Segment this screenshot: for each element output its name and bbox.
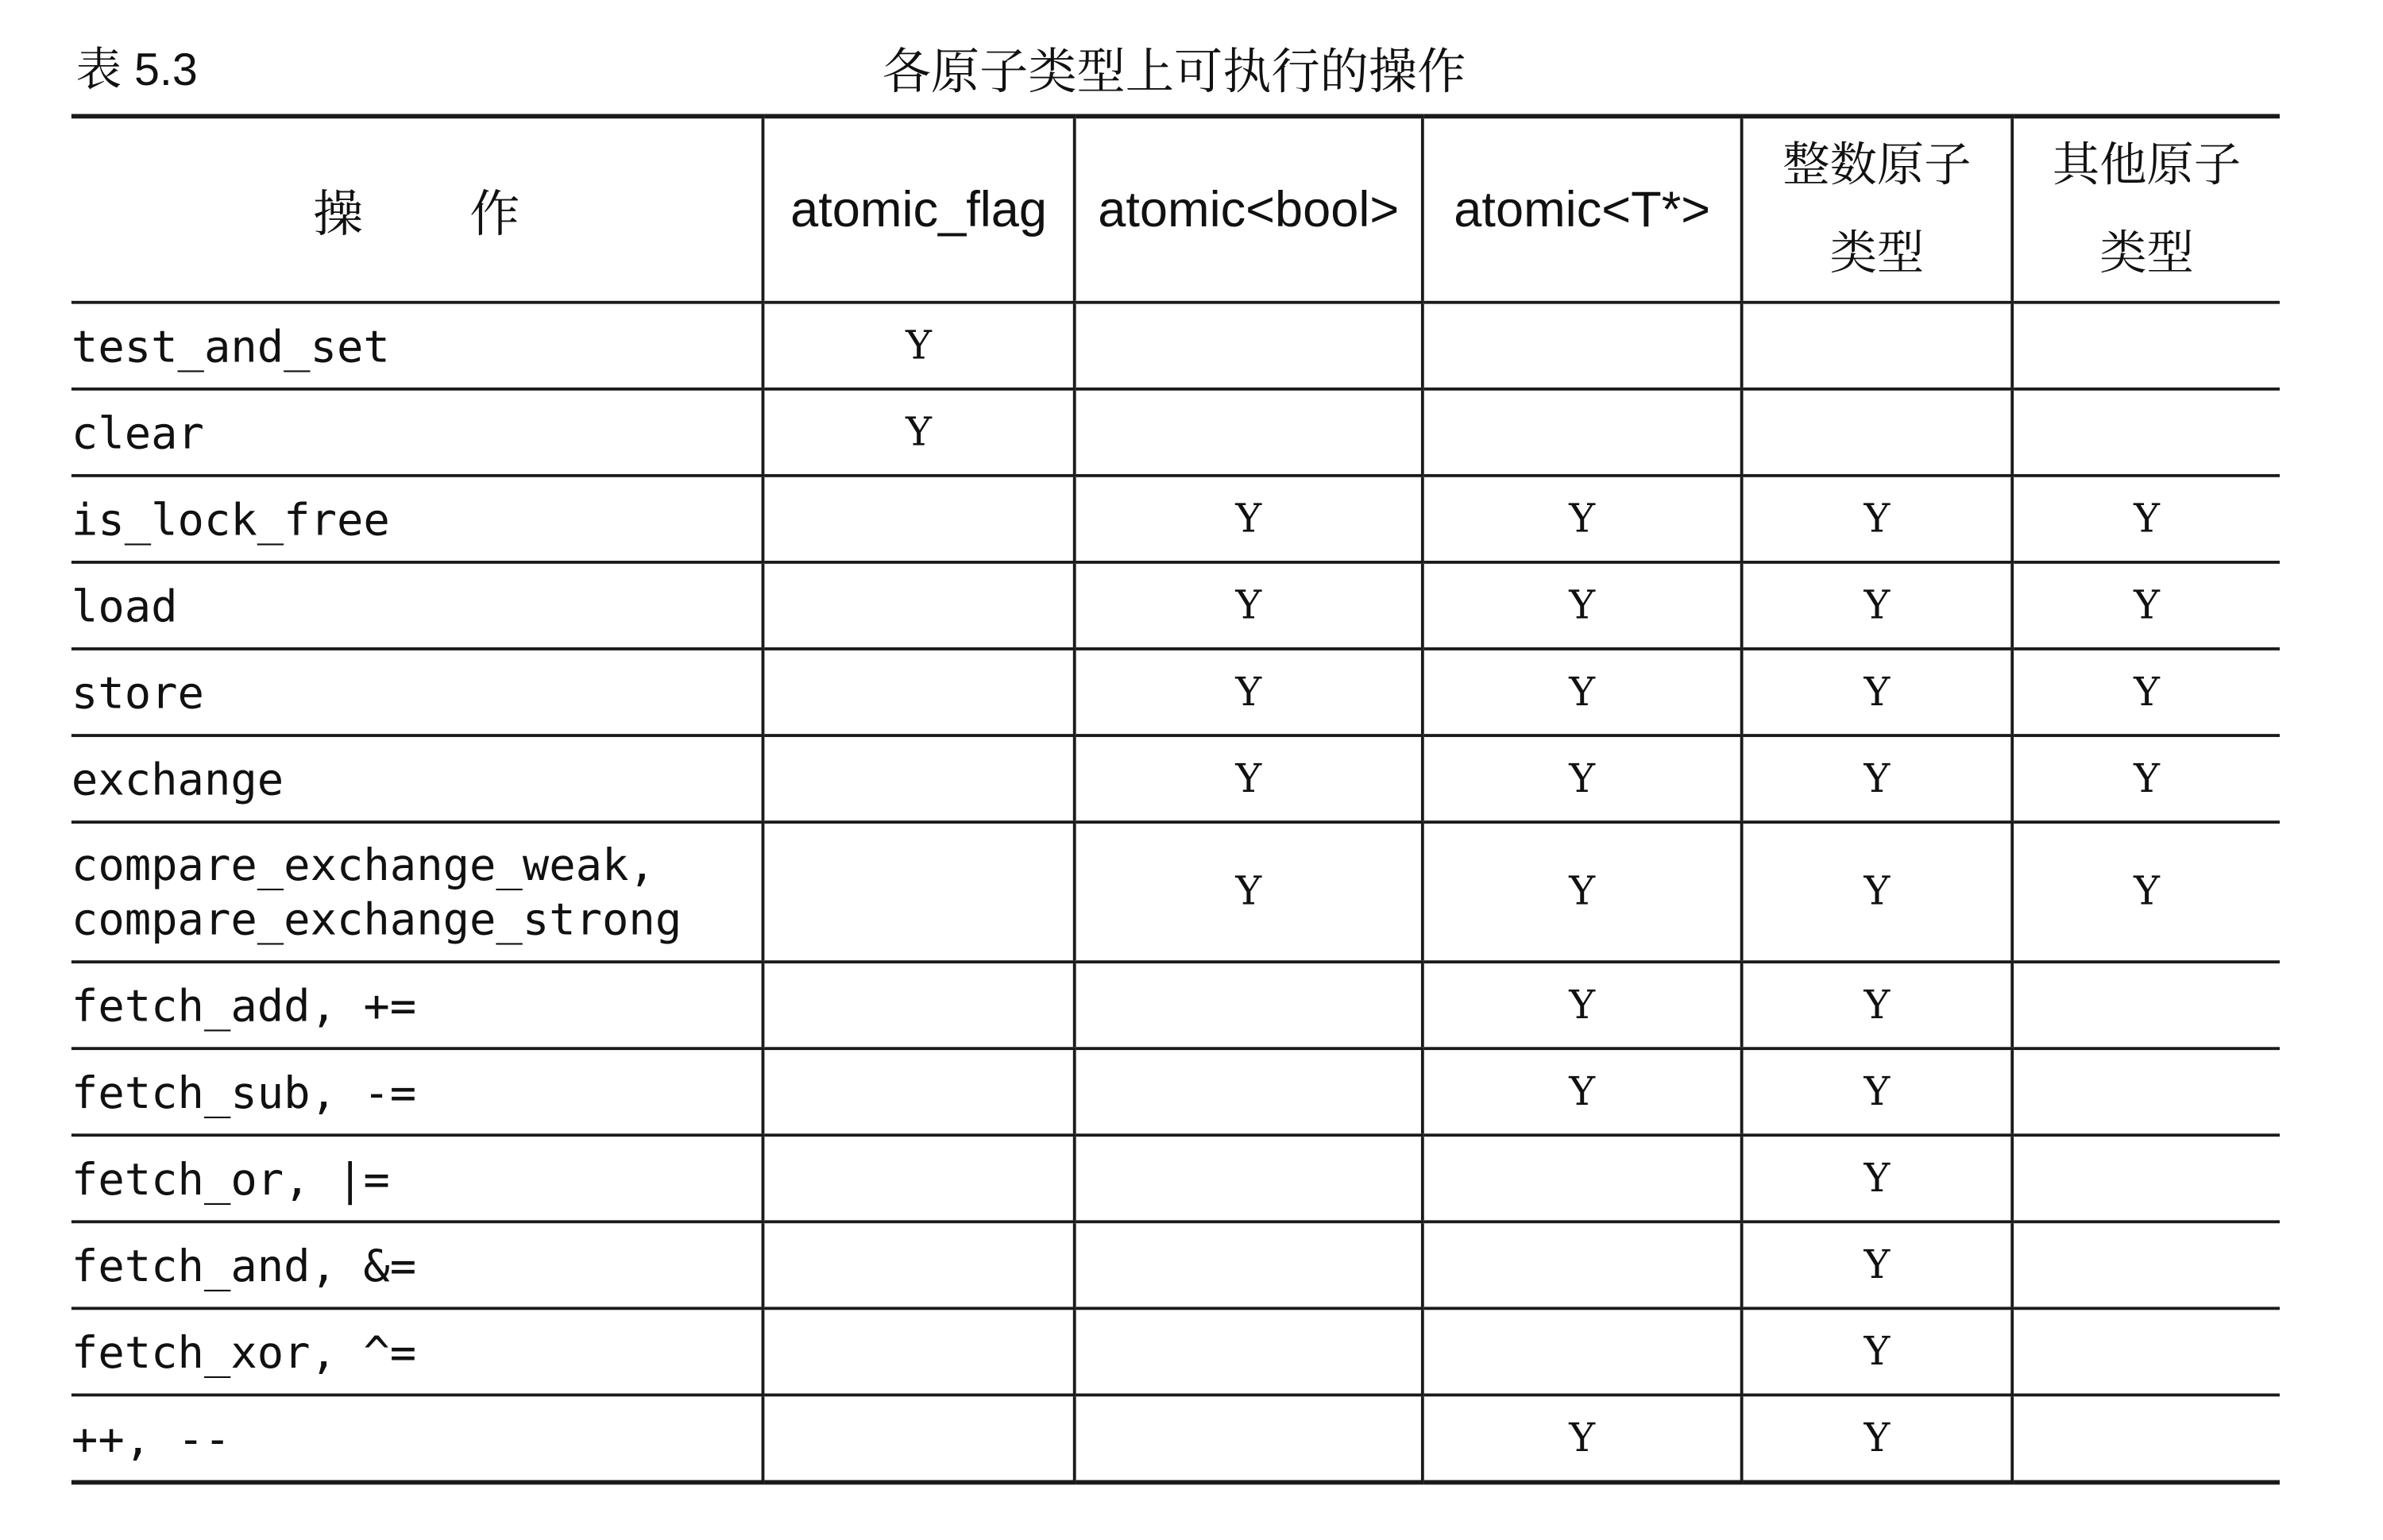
type-header-line: atomic<T*>	[1454, 180, 1711, 237]
support-mark-cell: Y	[1423, 1395, 1742, 1482]
table-row	[71, 735, 2280, 822]
operation-name: compare_exchange_strong	[71, 894, 682, 946]
support-mark-cell	[763, 822, 1074, 962]
operation-cell	[71, 735, 763, 822]
support-mark-cell	[1075, 962, 1423, 1048]
type-header-line: 整数原子	[1782, 138, 1972, 193]
type-header-other-atomic	[2012, 116, 2280, 302]
support-mark-cell	[1075, 1308, 1423, 1395]
operation-cell	[71, 1222, 763, 1308]
type-header-atomic-pointer	[1423, 116, 1742, 302]
support-mark-cell	[763, 1135, 1074, 1222]
support-mark-cell	[2012, 1395, 2280, 1482]
type-header-line: 类型	[1829, 226, 1925, 281]
type-header-line: atomic<bool>	[1098, 180, 1400, 237]
support-mark-cell: Y	[1742, 1222, 2013, 1308]
support-mark-cell	[763, 649, 1074, 735]
operation-header-left: 操	[313, 183, 364, 243]
type-header-integral-atomic	[1742, 116, 2013, 302]
support-mark-cell: Y	[1423, 962, 1742, 1048]
support-mark-cell: Y	[1742, 1308, 2013, 1395]
table-row	[71, 1395, 2280, 1482]
atomic-operations-table	[71, 114, 2280, 1484]
support-mark-cell	[1075, 303, 1423, 389]
table-row	[71, 476, 2280, 562]
support-mark-cell	[763, 1395, 1074, 1482]
support-mark-cell	[2012, 1308, 2280, 1395]
operation-name: store	[71, 666, 204, 719]
operation-cell	[71, 476, 763, 562]
operation-header-right: 作	[469, 183, 520, 243]
table-row	[71, 389, 2280, 476]
support-mark-cell: Y	[2012, 562, 2280, 649]
support-mark-cell: Y	[1423, 735, 1742, 822]
support-mark-cell	[2012, 1222, 2280, 1308]
support-mark-cell	[763, 1222, 1074, 1308]
support-mark-cell: Y	[1742, 1395, 2013, 1482]
table-row	[71, 303, 2280, 389]
type-header-line: atomic_flag	[790, 180, 1048, 237]
support-mark-cell	[2012, 1135, 2280, 1222]
support-mark-cell: Y	[1075, 649, 1423, 735]
operation-cell	[71, 1135, 763, 1222]
support-mark-cell	[1423, 303, 1742, 389]
operation-cell	[71, 649, 763, 735]
support-mark-cell: Y	[1423, 649, 1742, 735]
operation-name: ++, --	[71, 1412, 231, 1465]
support-mark-cell: Y	[763, 303, 1074, 389]
operation-cell	[71, 1048, 763, 1135]
support-mark-cell	[1075, 389, 1423, 476]
support-mark-cell	[1423, 1222, 1742, 1308]
table-row	[71, 1222, 2280, 1308]
support-mark-cell	[1075, 1222, 1423, 1308]
operation-cell	[71, 1308, 763, 1395]
operation-name: fetch_and, &=	[71, 1239, 417, 1291]
support-mark-cell: Y	[2012, 476, 2280, 562]
operation-cell	[71, 303, 763, 389]
type-header-line: 其他原子	[2052, 138, 2242, 193]
support-mark-cell	[2012, 389, 2280, 476]
operation-cell	[71, 1395, 763, 1482]
table-row	[71, 1048, 2280, 1135]
operation-cell	[71, 389, 763, 476]
table-row	[71, 562, 2280, 649]
operation-name: fetch_or, |=	[71, 1152, 390, 1205]
support-mark-cell: Y	[1742, 1135, 2013, 1222]
table-row	[71, 1308, 2280, 1395]
support-mark-cell: Y	[1423, 1048, 1742, 1135]
support-mark-cell	[1423, 1135, 1742, 1222]
support-mark-cell: Y	[1742, 649, 2013, 735]
table-row	[71, 649, 2280, 735]
table-row	[71, 1135, 2280, 1222]
support-mark-cell	[2012, 962, 2280, 1048]
operation-name: fetch_sub, -=	[71, 1066, 417, 1118]
type-header-line: 类型	[2099, 226, 2194, 281]
operation-name: fetch_xor, ^=	[71, 1326, 417, 1378]
support-mark-cell	[763, 1308, 1074, 1395]
support-mark-cell	[763, 1048, 1074, 1135]
operation-cell	[71, 822, 763, 962]
operation-name: is_lock_free	[71, 492, 390, 545]
operation-cell	[71, 962, 763, 1048]
support-mark-cell: Y	[1075, 476, 1423, 562]
support-mark-cell: Y	[2012, 822, 2280, 962]
support-mark-cell: Y	[1742, 476, 2013, 562]
support-mark-cell: Y	[763, 389, 1074, 476]
operation-name: fetch_add, +=	[71, 979, 417, 1032]
support-mark-cell	[1075, 1395, 1423, 1482]
type-header-atomic-flag	[763, 116, 1074, 302]
support-mark-cell	[1742, 303, 2013, 389]
support-mark-cell: Y	[1742, 962, 2013, 1048]
operation-cell	[71, 562, 763, 649]
operation-name: test_and_set	[71, 319, 390, 372]
support-mark-cell: Y	[1423, 476, 1742, 562]
support-mark-cell: Y	[1423, 822, 1742, 962]
type-header-atomic-bool	[1075, 116, 1423, 302]
support-mark-cell: Y	[1742, 1048, 2013, 1135]
support-mark-cell: Y	[1075, 562, 1423, 649]
support-mark-cell: Y	[1742, 735, 2013, 822]
support-mark-cell	[763, 735, 1074, 822]
operation-name: load	[71, 579, 178, 631]
operation-name: compare_exchange_weak,	[71, 839, 655, 891]
table-body	[71, 303, 2280, 1483]
support-mark-cell: Y	[1742, 562, 2013, 649]
operation-column-header	[71, 116, 763, 302]
support-mark-cell: Y	[2012, 649, 2280, 735]
support-mark-cell	[763, 962, 1074, 1048]
support-mark-cell	[1423, 1308, 1742, 1395]
header-row	[71, 116, 2280, 302]
support-mark-cell	[1423, 389, 1742, 476]
support-mark-cell	[2012, 1048, 2280, 1135]
support-mark-cell	[1075, 1135, 1423, 1222]
operation-name: exchange	[71, 753, 284, 805]
support-mark-cell: Y	[1742, 822, 2013, 962]
support-mark-cell: Y	[1075, 735, 1423, 822]
support-mark-cell	[1742, 389, 2013, 476]
support-mark-cell	[763, 562, 1074, 649]
support-mark-cell: Y	[1423, 562, 1742, 649]
support-mark-cell	[763, 476, 1074, 562]
support-mark-cell	[1075, 1048, 1423, 1135]
support-mark-cell	[2012, 303, 2280, 389]
table-row	[71, 962, 2280, 1048]
operation-name: clear	[71, 406, 204, 458]
support-mark-cell: Y	[2012, 735, 2280, 822]
table-title: 各原子类型上可执行的操作	[882, 42, 1466, 101]
table-row	[71, 822, 2280, 962]
support-mark-cell: Y	[1075, 822, 1423, 962]
table-label: 表 5.3	[75, 45, 198, 96]
